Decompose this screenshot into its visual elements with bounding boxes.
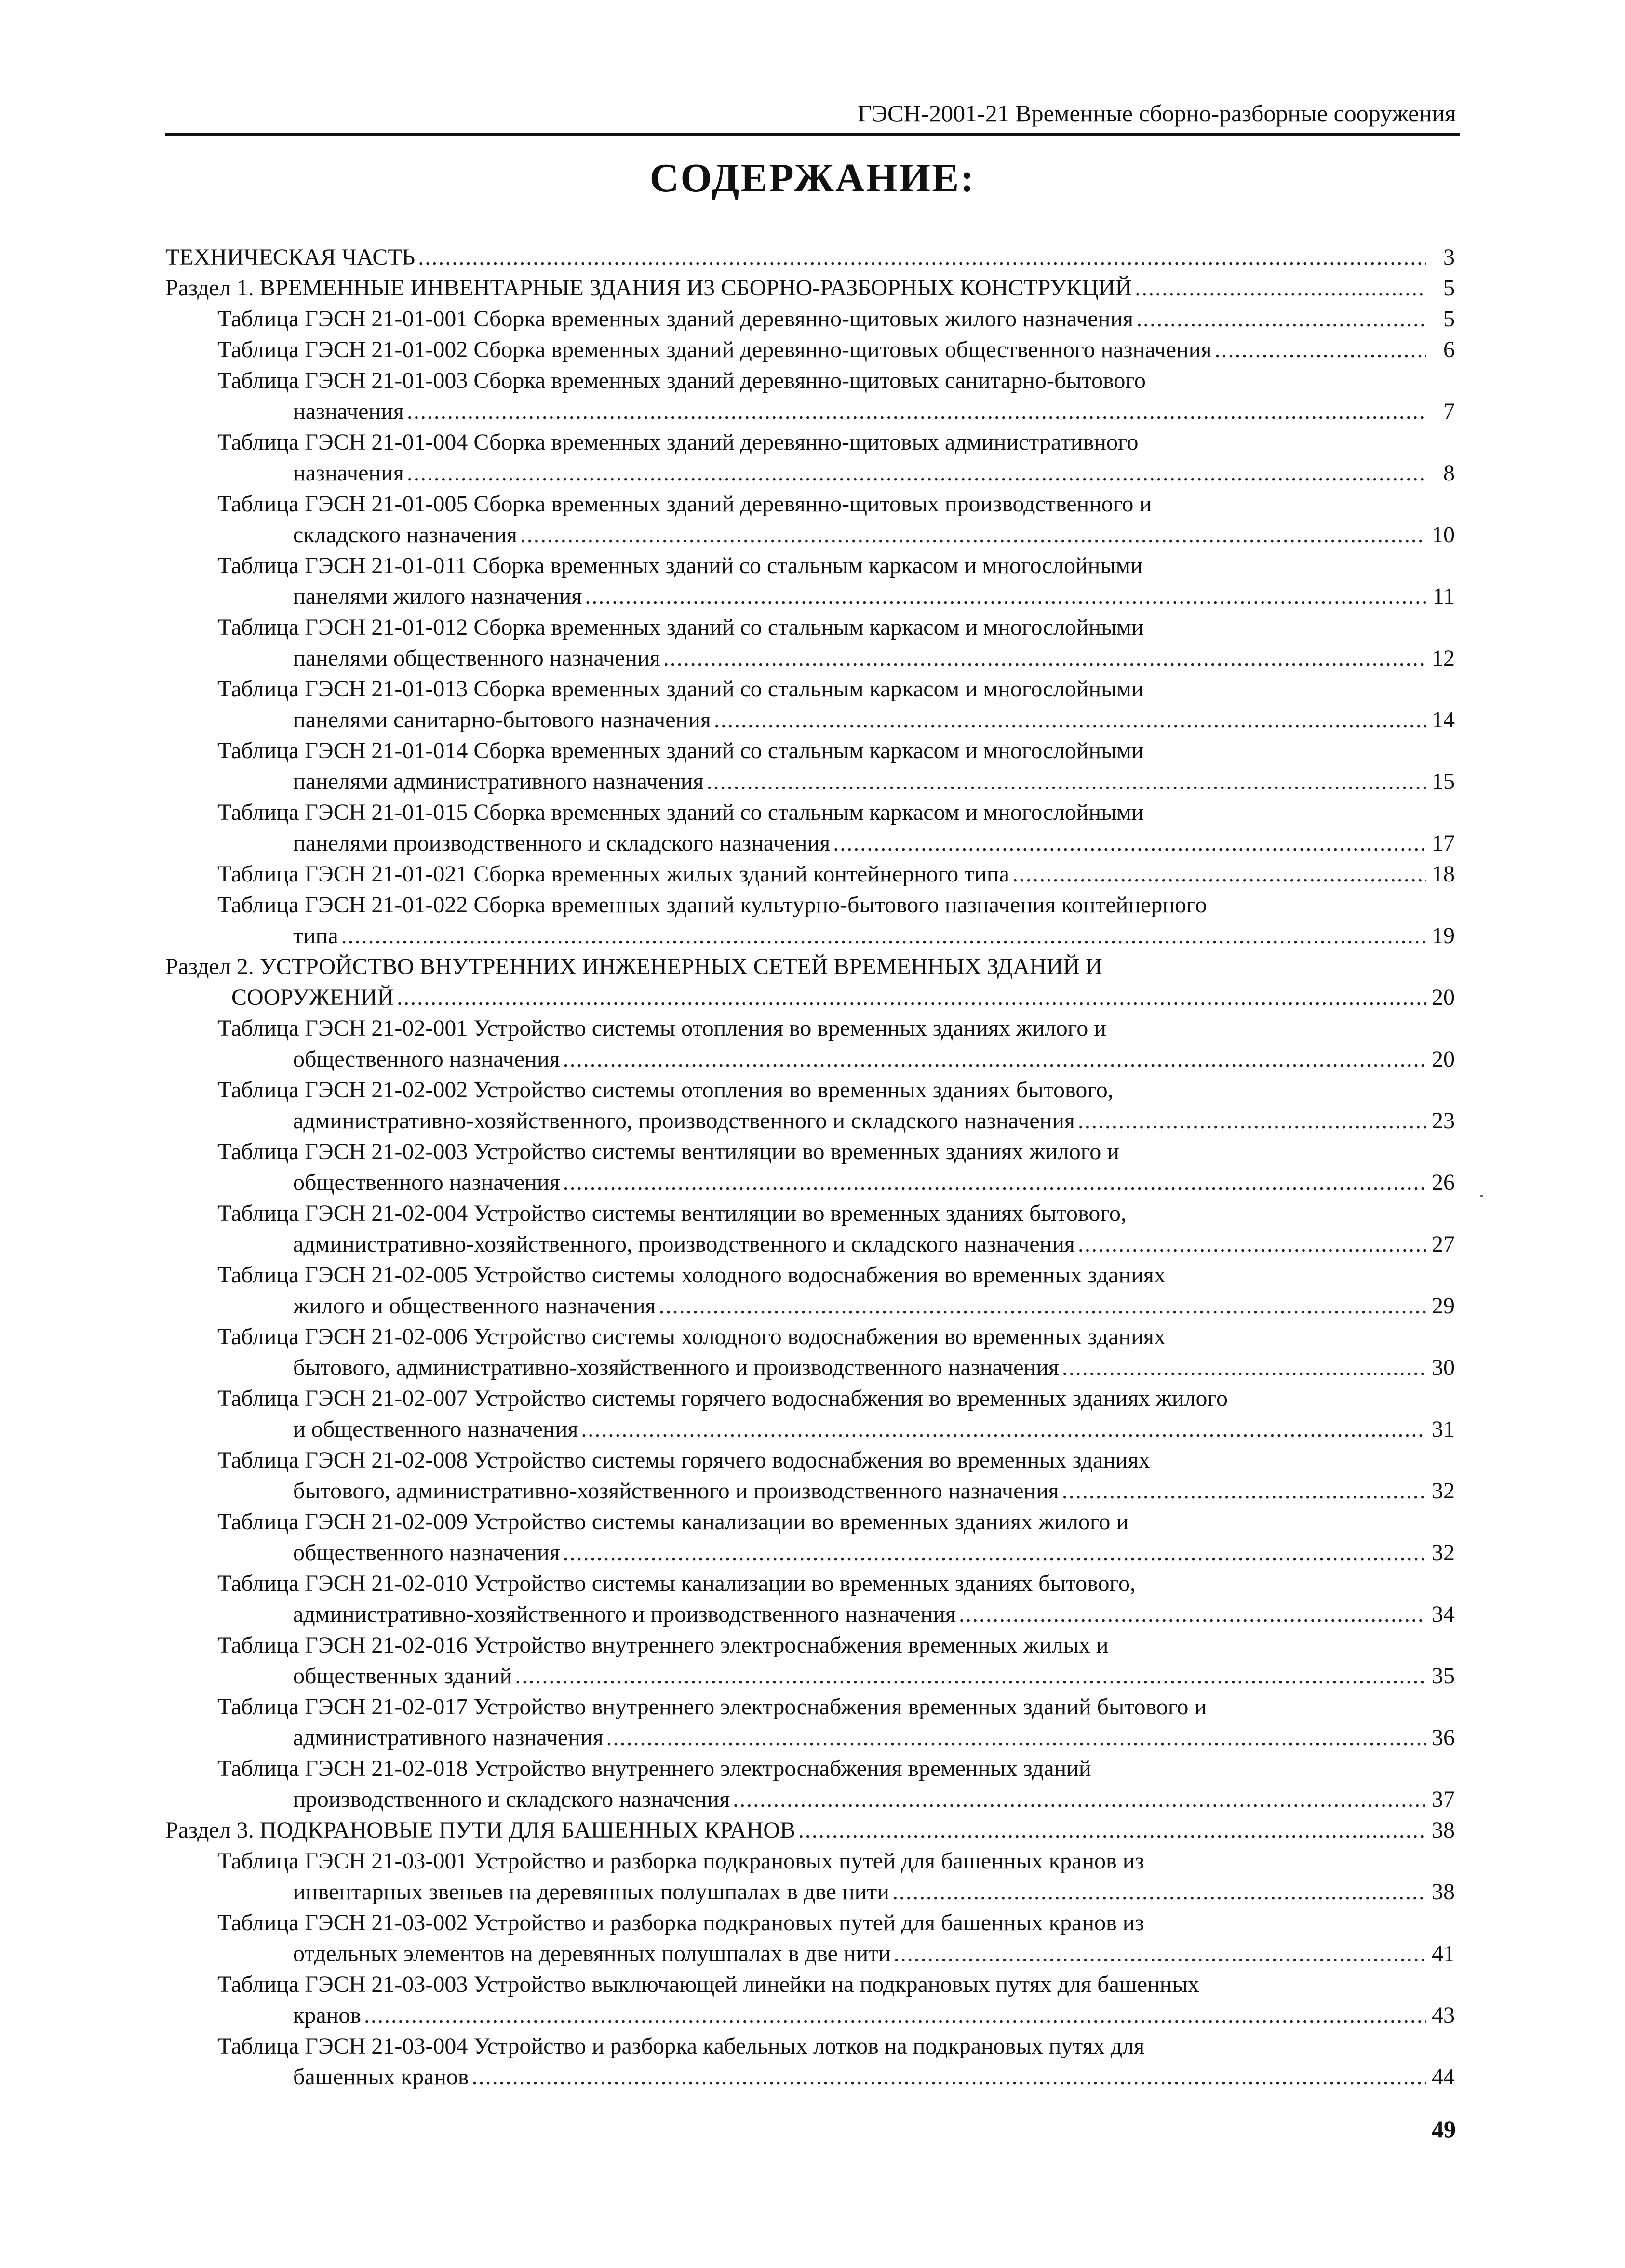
toc-table-entry[interactable]: [165, 2031, 1455, 2093]
dot-leader: [563, 1537, 1426, 1568]
toc-entry-title-line: назначения: [293, 399, 404, 424]
toc-entry-title-line: Таблица ГЭСН 21-01-015 Сборка временных зданий со стальным каркасом и многослойными: [217, 800, 1144, 825]
toc-entry-title-line: ТЕХНИЧЕСКАЯ ЧАСТЬ: [165, 244, 416, 270]
scan-speck: [1480, 1195, 1483, 1197]
toc-page-number: 43: [1432, 2002, 1455, 2028]
toc-page-number: 6: [1443, 337, 1455, 362]
dot-leader: [407, 458, 1426, 489]
toc-entry-title-line: Таблица ГЭСН 21-02-017 Устройство внутреннего электроснабжения временных зданий бытового и: [217, 1694, 1207, 1720]
toc-page-number: 30: [1432, 1355, 1455, 1380]
dot-leader: [407, 396, 1426, 427]
toc-entry-title-line: общественного назначения: [293, 1046, 560, 1072]
page-title: СОДЕРЖАНИЕ:: [649, 156, 976, 200]
toc-table-entry[interactable]: [165, 1013, 1455, 1075]
page-number: 49: [1432, 2116, 1456, 2143]
toc-page-number: 27: [1432, 1231, 1455, 1257]
toc-entry-title-line: панелями жилого назначения: [293, 584, 582, 609]
dot-leader: [563, 1167, 1426, 1198]
toc-entry-title-line: Раздел 3. ПОДКРАНОВЫЕ ПУТИ ДЛЯ БАШЕННЫХ КРАНОВ: [165, 1817, 795, 1843]
toc-entry-title-line: Таблица ГЭСН 21-02-009 Устройство системы канализации во временных зданиях жилого и: [217, 1509, 1129, 1534]
toc-entry-title-line: общественного назначения: [293, 1170, 560, 1195]
toc-page-number: 41: [1432, 1941, 1455, 1966]
dot-leader: [894, 1938, 1426, 1969]
toc-page-number: 20: [1432, 1046, 1455, 1072]
toc-table-entry[interactable]: [165, 612, 1455, 674]
toc-table-entry[interactable]: [165, 1692, 1455, 1753]
toc-table-entry[interactable]: [165, 1969, 1455, 2031]
toc-page-number: 20: [1432, 985, 1455, 1010]
toc-page-number: 26: [1432, 1170, 1455, 1195]
toc-table-entry[interactable]: [165, 1260, 1455, 1321]
toc-table-entry[interactable]: [165, 550, 1455, 612]
toc-page-number: 23: [1432, 1108, 1455, 1134]
dot-leader: [892, 1877, 1426, 1908]
toc-page-number: 32: [1432, 1540, 1455, 1565]
dot-leader: [364, 2000, 1426, 2031]
toc-entry-title-line: Таблица ГЭСН 21-03-003 Устройство выключающей линейки на подкрановых путях для башенных: [217, 1972, 1199, 1997]
toc-entry-title-line: Таблица ГЭСН 21-01-014 Сборка временных зданий со стальным каркасом и многослойными: [217, 738, 1144, 763]
dot-leader: [1078, 1106, 1426, 1136]
dot-leader: [606, 1722, 1426, 1753]
toc-table-entry[interactable]: [165, 890, 1455, 951]
toc-table-entry[interactable]: [165, 797, 1455, 859]
dot-leader: [418, 242, 1426, 273]
toc-page-number: 3: [1443, 244, 1455, 270]
toc-entry-title-line: Таблица ГЭСН 21-03-004 Устройство и разборка кабельных лотков на подкрановых путях для: [217, 2033, 1145, 2059]
toc-page-number: 37: [1432, 1787, 1455, 1812]
toc-entry-title-line: отдельных элементов на деревянных полушпалах в две нити: [293, 1941, 891, 1966]
toc-entry-title-line: Таблица ГЭСН 21-01-013 Сборка временных зданий со стальным каркасом и многослойными: [217, 676, 1144, 702]
toc-table-entry[interactable]: [165, 1075, 1455, 1136]
toc-table-entry[interactable]: [165, 427, 1455, 489]
toc-entry-title-line: общественных зданий: [293, 1663, 512, 1689]
toc-entry-title-line: Таблица ГЭСН 21-02-005 Устройство системы холодного водоснабжения во временных зданиях: [217, 1262, 1166, 1288]
toc-table-entry[interactable]: [165, 1445, 1455, 1507]
toc-table-entry[interactable]: [165, 1753, 1455, 1815]
toc-table-entry[interactable]: [165, 1321, 1455, 1383]
toc-entry-title-line: Таблица ГЭСН 21-02-007 Устройство системы горячего водоснабжения во временных зданиях жилого: [217, 1386, 1228, 1411]
table-of-contents: [165, 242, 1455, 2093]
dot-leader: [397, 982, 1426, 1013]
toc-table-entry[interactable]: [165, 489, 1455, 550]
toc-page-number: 36: [1432, 1725, 1455, 1750]
toc-entry-title-line: производственного и складского назначения: [293, 1787, 730, 1812]
toc-page-number: 14: [1432, 707, 1455, 733]
toc-entry-title-line: Таблица ГЭСН 21-02-002 Устройство системы отопления во временных зданиях бытового,: [217, 1077, 1114, 1103]
toc-page-number: 7: [1443, 399, 1455, 424]
toc-entry-title-line: Таблица ГЭСН 21-02-003 Устройство системы вентиляции во временных зданиях жилого и: [217, 1139, 1119, 1164]
dot-leader: [1215, 334, 1426, 365]
toc-page-number: 12: [1432, 645, 1455, 671]
dot-leader: [798, 1815, 1426, 1846]
toc-entry-title-line: кранов: [293, 2002, 361, 2028]
toc-entry-title-line: СООРУЖЕНИЙ: [231, 985, 394, 1010]
dot-leader: [1062, 1476, 1426, 1507]
dot-leader: [833, 828, 1426, 859]
toc-page-number: 32: [1432, 1478, 1455, 1504]
toc-entry-title-line: Таблица ГЭСН 21-02-001 Устройство системы отопления во временных зданиях жилого и: [217, 1015, 1106, 1041]
toc-entry-title-line: Таблица ГЭСН 21-03-001 Устройство и разборка подкрановых путей для башенных кранов из: [217, 1848, 1144, 1874]
toc-entry-title-line: Таблица ГЭСН 21-01-012 Сборка временных зданий со стальным каркасом и многослойными: [217, 614, 1144, 640]
toc-page-number: 19: [1432, 923, 1455, 948]
toc-entry-title-line: Раздел 2. УСТРОЙСТВО ВНУТРЕННИХ ИНЖЕНЕРНЫХ СЕТЕЙ ВРЕМЕННЫХ ЗДАНИЙ И: [165, 954, 1102, 979]
header-rule: [165, 133, 1460, 136]
toc-page-number: 17: [1432, 830, 1455, 856]
toc-table-entry[interactable]: [165, 1630, 1455, 1692]
toc-entry-title-line: общественного назначения: [293, 1540, 560, 1565]
toc-section-entry[interactable]: [165, 951, 1455, 1013]
toc-table-entry[interactable]: [165, 1846, 1455, 1908]
toc-entry-title-line: административно-хозяйственного, производственного и складского назначения: [293, 1231, 1075, 1257]
toc-table-entry[interactable]: [165, 1383, 1455, 1445]
toc-entry-title-line: типа: [293, 923, 338, 948]
dot-leader: [1078, 1229, 1426, 1260]
dot-leader: [959, 1599, 1426, 1630]
toc-entry-title-line: Таблица ГЭСН 21-01-004 Сборка временных зданий деревянно-щитовых административного: [217, 429, 1139, 455]
dot-leader: [659, 1291, 1426, 1321]
toc-table-entry[interactable]: [165, 334, 1455, 365]
toc-entry-title-line: административно-хозяйственного и производственного назначения: [293, 1601, 956, 1627]
dot-leader: [585, 581, 1426, 612]
toc-entry-title-line: Таблица ГЭСН 21-01-005 Сборка временных зданий деревянно-щитовых производственного и: [217, 491, 1152, 517]
toc-page-number: 10: [1432, 522, 1455, 547]
toc-entry-title-line: складского назначения: [293, 522, 517, 547]
toc-table-entry[interactable]: [165, 304, 1455, 334]
toc-entry-title-line: панелями общественного назначения: [293, 645, 660, 671]
toc-table-entry[interactable]: [165, 674, 1455, 735]
toc-entry-title-line: Таблица ГЭСН 21-02-004 Устройство системы вентиляции во временных зданиях бытового,: [217, 1201, 1127, 1226]
toc-entry-title-line: Таблица ГЭСН 21-01-001 Сборка временных зданий деревянно-щитовых жилого назначения: [217, 306, 1134, 332]
toc-table-entry[interactable]: [165, 1568, 1455, 1630]
toc-table-entry[interactable]: [165, 859, 1455, 890]
toc-entry-title-line: Таблица ГЭСН 21-01-002 Сборка временных зданий деревянно-щитовых общественного назначения: [217, 337, 1212, 362]
toc-page-number: 38: [1432, 1817, 1455, 1843]
toc-entry-title-line: административно-хозяйственного, производственного и складского назначения: [293, 1108, 1075, 1134]
toc-page-number: 8: [1443, 460, 1455, 486]
toc-entry-title-line: Таблица ГЭСН 21-02-016 Устройство внутреннего электроснабжения временных жилых и: [217, 1632, 1109, 1658]
dot-leader: [581, 1414, 1426, 1445]
dot-leader: [663, 643, 1426, 674]
dot-leader: [733, 1784, 1426, 1815]
dot-leader: [563, 1044, 1426, 1075]
dot-leader: [1135, 273, 1426, 304]
dot-leader: [1062, 1352, 1426, 1383]
toc-entry-title-line: Таблица ГЭСН 21-01-021 Сборка временных жилых зданий контейнерного типа: [217, 861, 1009, 887]
toc-page-number: 5: [1443, 306, 1455, 332]
running-header: ГЭСН-2001-21 Временные сборно-разборные сооружения: [858, 100, 1456, 127]
toc-page-number: 34: [1432, 1601, 1455, 1627]
toc-entry-title-line: Раздел 1. ВРЕМЕННЫЕ ИНВЕНТАРНЫЕ ЗДАНИЯ ИЗ СБОРНО-РАЗБОРНЫХ КОНСТРУКЦИЙ: [165, 275, 1132, 301]
toc-page-number: 31: [1432, 1416, 1455, 1442]
toc-page-number: 15: [1432, 769, 1455, 794]
toc-entry-title-line: Таблица ГЭСН 21-02-010 Устройство системы канализации во временных зданиях бытового,: [217, 1571, 1136, 1596]
dot-leader: [472, 2062, 1426, 2093]
toc-table-entry[interactable]: [165, 1198, 1455, 1260]
toc-entry-title-line: панелями административного назначения: [293, 769, 704, 794]
toc-page-number: 44: [1432, 2064, 1455, 2090]
toc-entry-title-line: бытового, административно-хозяйственного и производственного назначения: [293, 1478, 1059, 1504]
dot-leader: [714, 705, 1426, 735]
toc-entry-title-line: назначения: [293, 460, 404, 486]
dot-leader: [520, 520, 1426, 550]
toc-entry-title-line: Таблица ГЭСН 21-02-018 Устройство внутреннего электроснабжения временных зданий: [217, 1756, 1091, 1781]
toc-section-entry[interactable]: [165, 1815, 1455, 1846]
toc-entry-title-line: жилого и общественного назначения: [293, 1293, 656, 1319]
toc-page-number: 29: [1432, 1293, 1455, 1319]
toc-entry-title-line: Таблица ГЭСН 21-01-022 Сборка временных зданий культурно-бытового назначения контейнерного: [217, 892, 1207, 918]
toc-section-entry[interactable]: [165, 242, 1455, 273]
toc-page-number: 18: [1432, 861, 1455, 887]
dot-leader: [707, 766, 1426, 797]
toc-table-entry[interactable]: [165, 365, 1455, 427]
dot-leader: [515, 1661, 1426, 1692]
toc-entry-title-line: и общественного назначения: [293, 1416, 578, 1442]
toc-entry-title-line: Таблица ГЭСН 21-02-006 Устройство системы холодного водоснабжения во временных зданиях: [217, 1324, 1166, 1349]
toc-table-entry[interactable]: [165, 735, 1455, 797]
toc-entry-title-line: Таблица ГЭСН 21-02-008 Устройство системы горячего водоснабжения во временных зданиях: [217, 1447, 1150, 1473]
toc-entry-title-line: панелями санитарно-бытового назначения: [293, 707, 711, 733]
toc-page-number: 11: [1432, 584, 1455, 609]
toc-entry-title-line: Таблица ГЭСН 21-01-003 Сборка временных зданий деревянно-щитовых санитарно-бытового: [217, 368, 1146, 393]
dot-leader: [1136, 304, 1426, 334]
toc-table-entry[interactable]: [165, 1908, 1455, 1969]
toc-entry-title-line: Таблица ГЭСН 21-01-011 Сборка временных зданий со стальным каркасом и многослойными: [217, 553, 1143, 578]
toc-page-number: 5: [1443, 275, 1455, 301]
toc-entry-title-line: Таблица ГЭСН 21-03-002 Устройство и разборка подкрановых путей для башенных кранов из: [217, 1910, 1144, 1935]
toc-entry-title-line: инвентарных звеньев на деревянных полушпалах в две нити: [293, 1879, 889, 1905]
toc-entry-title-line: башенных кранов: [293, 2064, 469, 2090]
toc-entry-title-line: административного назначения: [293, 1725, 604, 1750]
toc-page-number: 35: [1432, 1663, 1455, 1689]
toc-table-entry[interactable]: [165, 1136, 1455, 1198]
toc-entry-title-line: панелями производственного и складского назначения: [293, 830, 831, 856]
dot-leader: [341, 921, 1426, 951]
toc-page-number: 38: [1432, 1879, 1455, 1905]
toc-table-entry[interactable]: [165, 1507, 1455, 1568]
toc-section-entry[interactable]: [165, 273, 1455, 304]
dot-leader: [1012, 859, 1426, 890]
toc-entry-title-line: бытового, административно-хозяйственного и производственного назначения: [293, 1355, 1059, 1380]
